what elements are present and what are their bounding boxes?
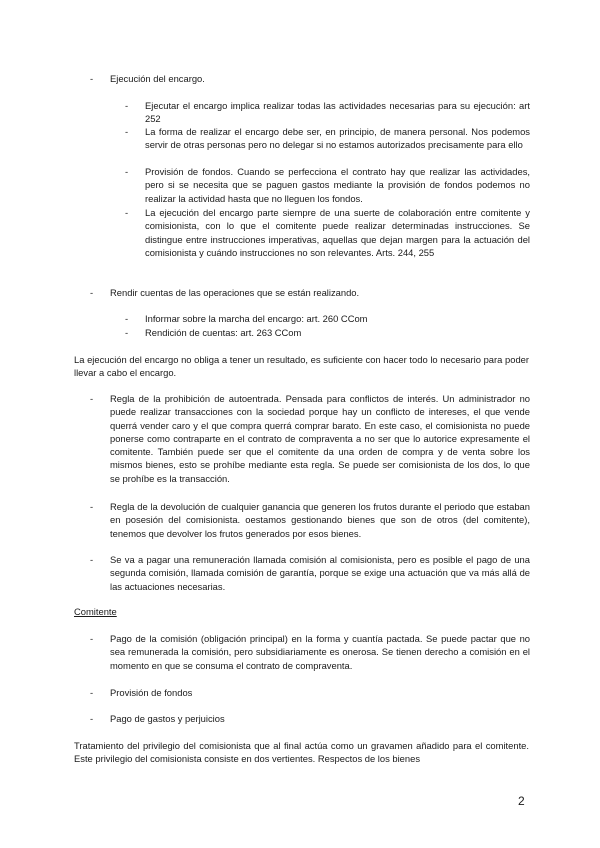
bullet-dash: -: [125, 327, 129, 338]
sub-list-item: [125, 312, 530, 325]
bullet-dash: -: [125, 207, 129, 218]
list-item: [90, 632, 530, 672]
bullet-dash: -: [90, 554, 94, 565]
list-item: [90, 686, 530, 699]
list-item-text: Regla de la devolución de cualquier ganancia que generen los frutos durante el periodo que estaban en posesión del comisionista. oestamos gestionando bienes que son de otros (del comitente), tenemos que devolver los frutos generados por esos bienes.: [110, 501, 530, 539]
bullet-dash: -: [125, 126, 129, 137]
list-item-text: La forma de realizar el encargo debe ser, en principio, de manera personal. Nos podemos servir de otras personas pero no delegar si no estamos autorizados precisamente para ello: [145, 126, 530, 151]
list-item: [90, 392, 530, 485]
sub-list-item: [125, 326, 530, 339]
list-item-text: Provisión de fondos: [110, 687, 193, 698]
sub-list-item: [125, 206, 530, 259]
bullet-dash: -: [125, 313, 129, 324]
section-title: Ejecución del encargo.: [110, 73, 205, 84]
sub-list-item: [125, 125, 530, 152]
section-title: Rendir cuentas de las operaciones que se están realizando.: [110, 287, 360, 298]
section-heading: Comitente: [74, 606, 117, 617]
bullet-dash: -: [90, 287, 94, 298]
list-item-text: Informar sobre la marcha del encargo: art. 260 CCom: [145, 313, 368, 324]
bullet-dash: -: [90, 633, 94, 644]
list-item-text: Pago de gastos y perjuicios: [110, 713, 225, 724]
list-item-text: Se va a pagar una remuneración llamada comisión al comisionista, pero es posible el pago de una segunda comisión, llamada comisión de garantía, porque se exige una actuación que va más allá de las actuaciones necesarias.: [110, 554, 530, 592]
list-item-text: Ejecutar el encargo implica realizar todas las actividades necesarias para su ejecución: art 252: [145, 100, 530, 125]
list-item: [90, 500, 530, 540]
list-item: [90, 72, 530, 85]
list-item-text: Provisión de fondos. Cuando se perfecciona el contrato hay que realizar las actividades, pero si se necesita que se paguen gastos mediante la provisión de fondos podemos no realizar la actividad hasta que no lleguen los fondos.: [145, 166, 530, 204]
list-item: [90, 712, 530, 725]
list-item-text: La ejecución del encargo parte siempre de una suerte de colaboración entre comitente y comisionista, con lo que el comitente puede realizar determinadas instrucciones. Se distingue entre instrucciones imperativas, aquellas que dejan margen para la actuación del comisionista y cuándo instrucciones no son relevantes. Arts. 244, 255: [145, 207, 530, 258]
bullet-dash: -: [125, 166, 129, 177]
bullet-dash: -: [90, 393, 94, 404]
list-item-text: Rendición de cuentas: art. 263 CCom: [145, 327, 302, 338]
bullet-dash: -: [90, 73, 94, 84]
list-item-text: Regla de la prohibición de autoentrada. Pensada para conflictos de interés. Un administrador no puede realizar transacciones con la sociedad porque hay un conflicto de intereses, el que vende querrá vender caro y el que compra querrá comprar barato. En este caso, el comisionista no puede ponerse como contraparte en el contrato de compraventa a no ser que lo autorice expresamente el comitente. También puede ser que el comitente da una orden de compra y de venta sobre los mismos bienes, esto se prohíbe mediante esta regla. Se puede ser comisionista de los dos, lo que se prohíbe es la transacción.: [110, 393, 530, 484]
bullet-dash: -: [125, 100, 129, 111]
list-item-text: Pago de la comisión (obligación principal) en la forma y cuantía pactada. Se puede pactar que no sea remunerada la comisión, pero subsidiariamente es onerosa. Se tienen derecho a comisión en el momento en que se consuma el contrato de compraventa.: [110, 633, 530, 671]
bullet-dash: -: [90, 713, 94, 724]
sub-list-item: [125, 99, 530, 126]
list-item: [90, 286, 530, 299]
list-item: [90, 553, 530, 593]
paragraph: La ejecución del encargo no obliga a tener un resultado, es suficiente con hacer todo lo necesario para poder llevar a cabo el encargo.: [74, 354, 529, 379]
bullet-dash: -: [90, 687, 94, 698]
paragraph: Tratamiento del privilegio del comisionista que al final actúa como un gravamen añadido para el comitente. Este privilegio del comisionista consiste en dos vertientes. Respectos de los bienes: [74, 740, 529, 765]
sub-list-item: [125, 165, 530, 205]
page-number: 2: [518, 794, 525, 808]
bullet-dash: -: [90, 501, 94, 512]
